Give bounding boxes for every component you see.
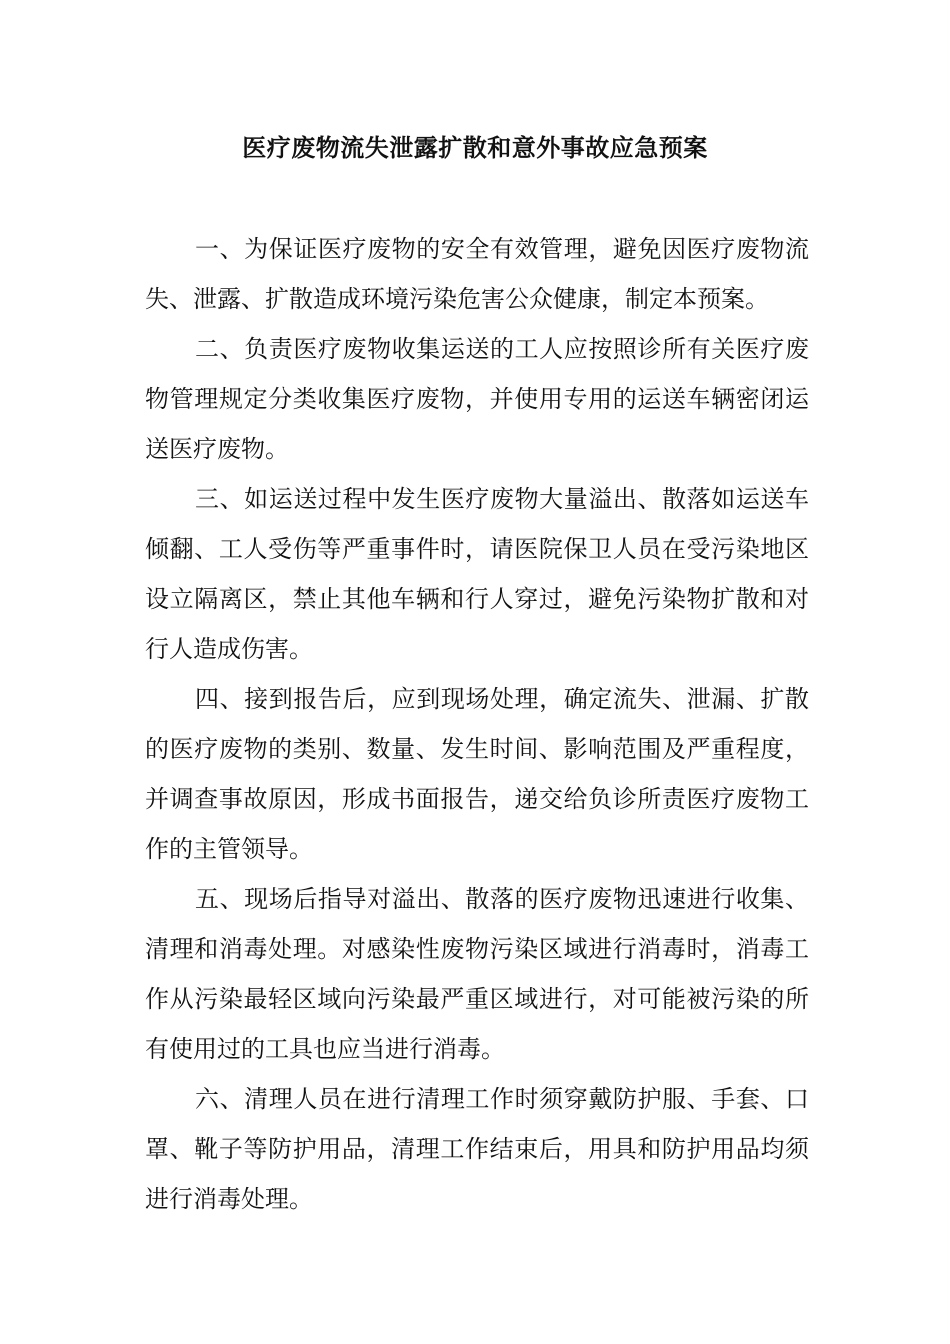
document-body [145,224,809,1224]
paragraph-5: 五、现场后指导对溢出、散落的医疗废物迅速进行收集、清理和消毒处理。对感染性废物污染区域进行消毒时，消毒工作从污染最轻区域向污染最严重区域进行，对可能被污染的所有使用过的工具也应当进行消毒。 [145,885,809,1063]
paragraph-2: 二、负责医疗废物收集运送的工人应按照诊所有关医疗废物管理规定分类收集医疗废物，并使用专用的运送车辆密闭运送医疗废物。 [145,335,809,463]
document-title: 医疗废物流失泄露扩散和意外事故应急预案 [242,133,708,162]
paragraph-4: 四、接到报告后，应到现场处理，确定流失、泄漏、扩散的医疗废物的类别、数量、发生时间、影响范围及严重程度，并调查事故原因，形成书面报告，递交给负诊所责医疗废物工作的主管领导。 [145,685,809,863]
paragraph-3: 三、如运送过程中发生医疗废物大量溢出、散落如运送车倾翻、工人受伤等严重事件时，请医院保卫人员在受污染地区设立隔离区，禁止其他车辆和行人穿过，避免污染物扩散和对行人造成伤害。 [145,485,809,663]
paragraph-1: 一、为保证医疗废物的安全有效管理，避免因医疗废物流失、泄露、扩散造成环境污染危害公众健康，制定本预案。 [145,235,809,313]
paragraph-6: 六、清理人员在进行清理工作时须穿戴防护服、手套、口罩、靴子等防护用品，清理工作结束后，用具和防护用品均须进行消毒处理。 [145,1085,809,1213]
